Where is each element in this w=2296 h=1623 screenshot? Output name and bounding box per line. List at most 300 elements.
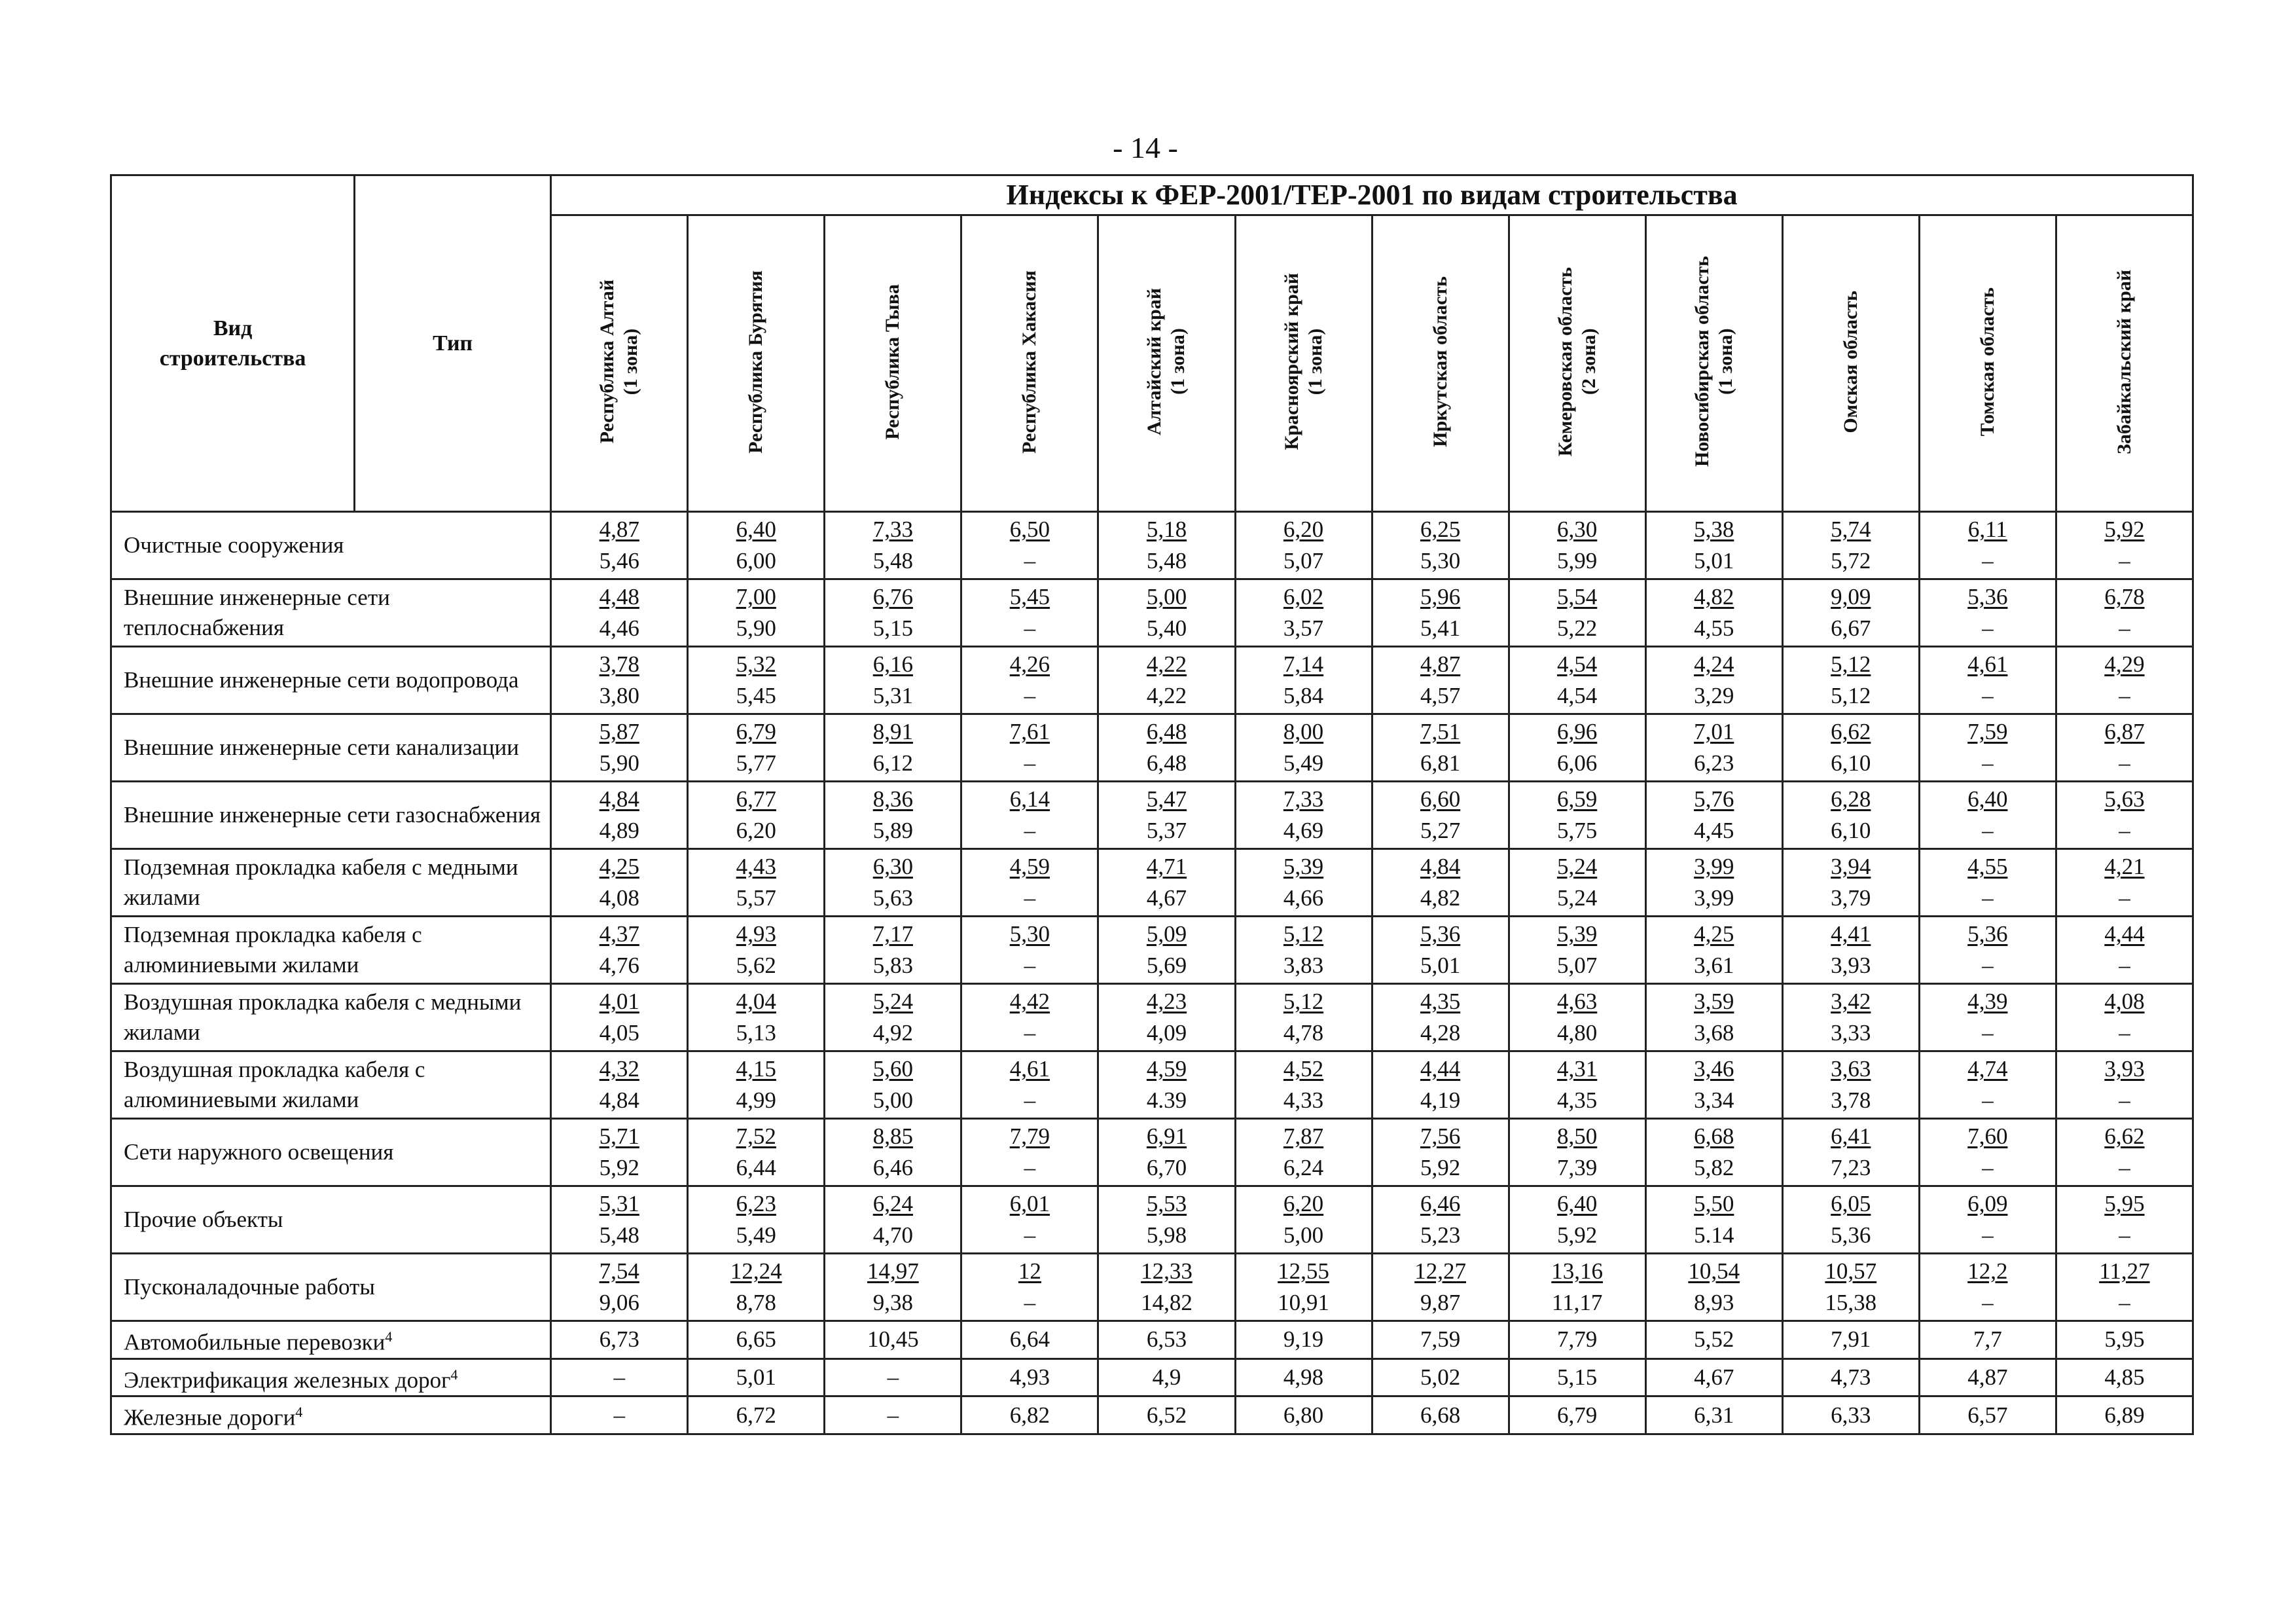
value-cell: 4,67 — [1645, 1359, 1782, 1396]
value-bottom: 5,90 — [599, 750, 639, 776]
value-top: 4,71 — [1146, 854, 1187, 879]
value-bottom: – — [2119, 750, 2130, 776]
value-bottom: – — [2119, 1020, 2130, 1046]
value-cell — [1509, 849, 1645, 917]
value-top: 4,84 — [1420, 854, 1461, 879]
value-cell — [1645, 1119, 1782, 1186]
value-top: 5,12 — [1831, 651, 1871, 677]
value-top: 12,2 — [1967, 1258, 2008, 1284]
value-bottom: – — [2119, 818, 2130, 843]
value-top: 10,54 — [1688, 1258, 1740, 1284]
value-top: 5,74 — [1831, 517, 1871, 542]
value-bottom: – — [1024, 818, 1036, 843]
value-top: 6,28 — [1831, 786, 1871, 812]
value-cell — [961, 1119, 1098, 1186]
value-top: 7,61 — [1009, 719, 1050, 744]
value-cell — [961, 849, 1098, 917]
value-cell: 7,7 — [1919, 1321, 2056, 1359]
value-bottom: 5,30 — [1420, 548, 1461, 574]
value-cell — [1372, 1254, 1509, 1321]
value-cell — [1782, 782, 1919, 849]
value-top: 5,47 — [1146, 786, 1187, 812]
value-bottom: 3,99 — [1694, 885, 1734, 911]
value-bottom: 6,46 — [872, 1155, 913, 1180]
value-top: 12,27 — [1414, 1258, 1466, 1284]
table-row — [111, 714, 2193, 782]
value-cell: 4,85 — [2056, 1359, 2193, 1396]
value-bottom: – — [1982, 1020, 1994, 1046]
value-top: 6,62 — [1831, 719, 1871, 744]
region-header — [1235, 215, 1372, 512]
value-cell: 5,01 — [688, 1359, 825, 1396]
value-cell — [2056, 917, 2193, 984]
value-bottom: 4,92 — [872, 1020, 913, 1046]
value-top: 7,56 — [1420, 1123, 1461, 1149]
table-row — [111, 849, 2193, 917]
value-bottom: 9,06 — [599, 1290, 639, 1315]
value-bottom: 5,00 — [872, 1087, 913, 1113]
region-label: Кемеровская область (2 зона) — [1554, 266, 1600, 457]
value-bottom: – — [2119, 1290, 2130, 1315]
value-cell — [1372, 849, 1509, 917]
value-top: 4,25 — [599, 854, 639, 879]
value-top: 5,12 — [1283, 921, 1324, 947]
value-bottom: – — [1982, 548, 1994, 574]
value-cell — [688, 1254, 825, 1321]
value-top: 7,51 — [1420, 719, 1461, 744]
value-top: 8,36 — [872, 786, 913, 812]
value-bottom: 4,28 — [1420, 1020, 1461, 1046]
value-top: 8,91 — [872, 719, 913, 744]
table-row — [111, 579, 2193, 647]
value-top: 3,99 — [1694, 854, 1734, 879]
value-cell — [1919, 849, 2056, 917]
value-top: 13,16 — [1551, 1258, 1604, 1284]
value-cell: 7,79 — [1509, 1321, 1645, 1359]
value-cell — [1098, 1051, 1235, 1119]
value-bottom: 3,83 — [1283, 953, 1324, 978]
value-cell: 6,52 — [1098, 1396, 1235, 1434]
value-bottom: 5,07 — [1557, 953, 1598, 978]
value-cell — [1645, 1254, 1782, 1321]
value-cell — [961, 512, 1098, 579]
value-cell — [825, 1254, 961, 1321]
value-top: 6,77 — [736, 786, 776, 812]
value-top: 3,42 — [1831, 989, 1871, 1014]
value-cell — [1782, 714, 1919, 782]
value-top: 4,82 — [1694, 584, 1734, 610]
value-cell — [1098, 647, 1235, 714]
value-cell — [1098, 849, 1235, 917]
value-bottom: – — [2119, 1222, 2130, 1248]
value-cell — [1235, 1186, 1372, 1254]
region-header — [688, 215, 825, 512]
value-top: 6,14 — [1009, 786, 1050, 812]
value-top: 6,48 — [1146, 719, 1187, 744]
value-cell — [825, 579, 961, 647]
value-top: 7,59 — [1967, 719, 2008, 744]
value-cell: 4,73 — [1782, 1359, 1919, 1396]
table-row — [111, 647, 2193, 714]
value-top: 7,60 — [1967, 1123, 2008, 1149]
region-label: Забайкальский край — [2113, 269, 2135, 454]
value-cell — [1098, 1186, 1235, 1254]
value-cell — [1372, 647, 1509, 714]
value-top: 4,52 — [1283, 1056, 1324, 1082]
value-bottom: 4,35 — [1557, 1087, 1598, 1113]
value-cell — [2056, 782, 2193, 849]
value-cell — [1509, 714, 1645, 782]
row-label: Внешние инженерные сети водопровода — [111, 647, 551, 714]
value-cell — [1782, 512, 1919, 579]
row-label: Внешние инженерные сети теплоснабжения — [111, 579, 551, 647]
value-cell — [1782, 917, 1919, 984]
value-cell: 6,82 — [961, 1396, 1098, 1434]
value-top: 3,93 — [2104, 1056, 2145, 1082]
value-cell — [1782, 579, 1919, 647]
value-cell — [551, 1254, 688, 1321]
value-top: 11,27 — [2099, 1258, 2150, 1284]
value-cell — [1235, 512, 1372, 579]
value-cell — [1509, 1051, 1645, 1119]
table-row — [111, 1254, 2193, 1321]
value-top: 4,41 — [1831, 921, 1871, 947]
value-top: 7,79 — [1009, 1123, 1050, 1149]
value-bottom: 5,62 — [736, 953, 776, 978]
value-cell — [688, 512, 825, 579]
value-cell — [1509, 579, 1645, 647]
footnote-mark: 4 — [450, 1366, 458, 1383]
value-cell — [1919, 1119, 2056, 1186]
value-cell: 5,15 — [1509, 1359, 1645, 1396]
value-top: 7,01 — [1694, 719, 1734, 744]
row-label-text: Электрификация железных дорог — [124, 1367, 451, 1393]
value-top: 5,36 — [1420, 921, 1461, 947]
value-top: 4,29 — [2104, 651, 2145, 677]
value-bottom: 11,17 — [1551, 1290, 1603, 1315]
value-cell — [551, 579, 688, 647]
value-cell — [688, 849, 825, 917]
value-cell: 5,95 — [2056, 1321, 2193, 1359]
row-label: Подземная прокладка кабеля с медными жилами — [111, 849, 551, 917]
value-cell — [1509, 782, 1645, 849]
value-bottom: 4,69 — [1283, 818, 1324, 843]
value-bottom: 6,06 — [1557, 750, 1598, 776]
value-top: 5,09 — [1146, 921, 1187, 947]
value-cell — [825, 647, 961, 714]
value-top: 5,36 — [1967, 584, 2008, 610]
value-bottom: 4,45 — [1694, 818, 1734, 843]
value-cell — [1235, 1254, 1372, 1321]
value-cell — [1235, 917, 1372, 984]
region-label: Республика Алтай (1 зона) — [596, 280, 642, 444]
value-top: 7,17 — [872, 921, 913, 947]
value-top: 4,21 — [2104, 854, 2145, 879]
value-cell — [1645, 849, 1782, 917]
value-cell — [1098, 512, 1235, 579]
value-bottom: 8,78 — [736, 1290, 776, 1315]
value-bottom: 4,09 — [1146, 1020, 1187, 1046]
value-top: 6,76 — [872, 584, 913, 610]
value-top: 5,95 — [2104, 1191, 2145, 1216]
value-bottom: 6,10 — [1831, 750, 1871, 776]
value-bottom: – — [2119, 1087, 2130, 1113]
value-top: 5,36 — [1967, 921, 2008, 947]
value-bottom: 8,93 — [1694, 1290, 1734, 1315]
value-top: 9,09 — [1831, 584, 1871, 610]
value-cell — [1372, 1119, 1509, 1186]
value-cell — [1098, 917, 1235, 984]
value-cell — [1098, 1254, 1235, 1321]
value-cell — [2056, 647, 2193, 714]
region-header — [1645, 215, 1782, 512]
value-top: 5,32 — [736, 651, 776, 677]
value-cell — [2056, 849, 2193, 917]
value-bottom: – — [2119, 1155, 2130, 1180]
value-top: 6,40 — [1557, 1191, 1598, 1216]
value-cell: 6,68 — [1372, 1396, 1509, 1434]
value-top: 4,39 — [1967, 989, 2008, 1014]
value-cell: 9,19 — [1235, 1321, 1372, 1359]
value-bottom: – — [1982, 1290, 1994, 1315]
value-bottom: – — [1024, 1222, 1036, 1248]
value-cell — [1919, 782, 2056, 849]
value-cell: 7,91 — [1782, 1321, 1919, 1359]
value-bottom: 5,48 — [1146, 548, 1187, 574]
value-cell — [1645, 917, 1782, 984]
footnote-mark: 4 — [385, 1328, 393, 1345]
value-bottom: – — [2119, 615, 2130, 641]
value-cell — [825, 1119, 961, 1186]
region-header — [1098, 215, 1235, 512]
value-top: 7,33 — [872, 517, 913, 542]
value-cell — [1919, 984, 2056, 1051]
value-cell — [1372, 984, 1509, 1051]
value-cell — [1235, 647, 1372, 714]
value-top: 4,87 — [1420, 651, 1461, 677]
value-cell — [1098, 984, 1235, 1051]
value-top: 6,62 — [2104, 1123, 2145, 1149]
value-cell — [1645, 579, 1782, 647]
value-cell — [1372, 917, 1509, 984]
value-cell — [1235, 579, 1372, 647]
value-bottom: – — [1024, 548, 1036, 574]
value-bottom: 5,45 — [736, 683, 776, 708]
value-cell: 4,87 — [1919, 1359, 2056, 1396]
value-top: 4,37 — [599, 921, 639, 947]
row-label — [111, 1321, 551, 1359]
value-cell — [551, 512, 688, 579]
value-bottom: – — [1982, 885, 1994, 911]
value-cell — [825, 917, 961, 984]
value-top: 4,01 — [599, 989, 639, 1014]
value-cell — [1372, 1186, 1509, 1254]
value-cell — [551, 1051, 688, 1119]
table-body — [111, 512, 2193, 1434]
value-top: 4,48 — [599, 584, 639, 610]
value-top: 5,54 — [1557, 584, 1598, 610]
value-cell — [688, 1051, 825, 1119]
value-cell — [551, 714, 688, 782]
value-cell — [1645, 1051, 1782, 1119]
table-row — [111, 512, 2193, 579]
value-bottom: 5,40 — [1146, 615, 1187, 641]
value-cell — [1509, 647, 1645, 714]
footnote-mark: 4 — [295, 1404, 303, 1421]
value-bottom: – — [1024, 953, 1036, 978]
region-label: Республика Бурятия — [745, 270, 767, 454]
value-cell — [961, 647, 1098, 714]
value-bottom: – — [1024, 1020, 1036, 1046]
value-top: 6,05 — [1831, 1191, 1871, 1216]
value-top: 6,30 — [1557, 517, 1598, 542]
table-row — [111, 1051, 2193, 1119]
value-top: 6,96 — [1557, 719, 1598, 744]
value-top: 3,94 — [1831, 854, 1871, 879]
value-top: 5,71 — [599, 1123, 639, 1149]
value-cell — [1098, 782, 1235, 849]
row-label: Внешние инженерные сети канализации — [111, 714, 551, 782]
value-cell — [1509, 917, 1645, 984]
row-label: Воздушная прокладка кабеля с медными жилами — [111, 984, 551, 1051]
value-top: 12 — [1018, 1258, 1041, 1284]
value-cell — [1235, 984, 1372, 1051]
value-cell — [688, 1119, 825, 1186]
region-label: Омская область — [1839, 290, 1861, 433]
value-bottom: 5,23 — [1420, 1222, 1461, 1248]
value-cell — [688, 782, 825, 849]
value-bottom: 5,15 — [872, 615, 913, 641]
value-cell — [551, 647, 688, 714]
value-cell — [1645, 1186, 1782, 1254]
value-top: 4,25 — [1694, 921, 1734, 947]
value-top: 4,23 — [1146, 989, 1187, 1014]
value-bottom: 5,63 — [872, 885, 913, 911]
region-header — [825, 215, 961, 512]
value-top: 5,96 — [1420, 584, 1461, 610]
value-top: 5,24 — [1557, 854, 1598, 879]
value-cell: – — [551, 1359, 688, 1396]
value-top: 12,55 — [1278, 1258, 1329, 1284]
value-cell: 5,52 — [1645, 1321, 1782, 1359]
value-top: 5,38 — [1694, 517, 1734, 542]
region-label: Иркутская область — [1429, 276, 1451, 447]
value-bottom: 5,01 — [1420, 953, 1461, 978]
value-top: 4,22 — [1146, 651, 1187, 677]
value-bottom: 4,57 — [1420, 683, 1461, 708]
value-cell — [1509, 984, 1645, 1051]
value-bottom: 3,68 — [1694, 1020, 1734, 1046]
value-bottom: 5,01 — [1694, 548, 1734, 574]
value-top: 6,20 — [1283, 517, 1324, 542]
value-bottom: 4,82 — [1420, 885, 1461, 911]
value-bottom: 4,05 — [599, 1020, 639, 1046]
value-cell — [1235, 714, 1372, 782]
value-cell — [1509, 1254, 1645, 1321]
value-bottom: 5,36 — [1831, 1222, 1871, 1248]
value-top: 5,30 — [1009, 921, 1050, 947]
value-bottom: 3,57 — [1283, 615, 1324, 641]
row-label: Сети наружного освещения — [111, 1119, 551, 1186]
value-top: 5,18 — [1146, 517, 1187, 542]
value-cell — [1645, 512, 1782, 579]
value-bottom: 6,10 — [1831, 818, 1871, 843]
value-cell — [1509, 512, 1645, 579]
value-cell — [1372, 512, 1509, 579]
value-cell — [1235, 1119, 1372, 1186]
row-label: Пусконаладочные работы — [111, 1254, 551, 1321]
value-cell — [1235, 849, 1372, 917]
value-top: 5,76 — [1694, 786, 1734, 812]
value-bottom: 3,34 — [1694, 1087, 1734, 1113]
value-cell — [961, 1186, 1098, 1254]
value-bottom: 4,19 — [1420, 1087, 1461, 1113]
row-label: Прочие объекты — [111, 1186, 551, 1254]
value-top: 5,31 — [599, 1191, 639, 1216]
value-top: 5,92 — [2104, 517, 2145, 542]
value-bottom: 6,00 — [736, 548, 776, 574]
value-top: 6,41 — [1831, 1123, 1871, 1149]
region-label: Алтайский край (1 зона) — [1143, 288, 1189, 435]
table-row — [111, 1119, 2193, 1186]
value-bottom: 15,38 — [1825, 1290, 1877, 1315]
value-cell — [1782, 1186, 1919, 1254]
value-bottom: 4,84 — [599, 1087, 639, 1113]
region-label: Красноярский край (1 зона) — [1280, 273, 1326, 450]
value-top: 6,20 — [1283, 1191, 1324, 1216]
value-cell: 5,02 — [1372, 1359, 1509, 1396]
value-cell — [688, 579, 825, 647]
value-top: 4,93 — [736, 921, 776, 947]
value-bottom: 4,33 — [1283, 1087, 1324, 1113]
table-row — [111, 782, 2193, 849]
value-cell — [1782, 1051, 1919, 1119]
value-top: 6,16 — [872, 651, 913, 677]
value-top: 4,59 — [1009, 854, 1050, 879]
value-bottom: 6,67 — [1831, 615, 1871, 641]
value-bottom: 5,69 — [1146, 953, 1187, 978]
value-bottom: 5,37 — [1146, 818, 1187, 843]
value-top: 5,53 — [1146, 1191, 1187, 1216]
value-top: 5,60 — [872, 1056, 913, 1082]
value-top: 4,63 — [1557, 989, 1598, 1014]
value-bottom: – — [1982, 1155, 1994, 1180]
value-top: 4,84 — [599, 786, 639, 812]
value-cell: 6,64 — [961, 1321, 1098, 1359]
value-bottom: 5,92 — [1420, 1155, 1461, 1180]
value-bottom: 6,81 — [1420, 750, 1461, 776]
value-bottom: 4.39 — [1146, 1087, 1187, 1113]
value-cell — [1919, 1051, 2056, 1119]
value-bottom: 3,78 — [1831, 1087, 1871, 1113]
value-top: 3,46 — [1694, 1056, 1734, 1082]
header-title: Индексы к ФЕР-2001/ТЕР-2001 по видам строительства — [551, 175, 2193, 215]
value-cell — [1645, 782, 1782, 849]
value-cell — [1098, 714, 1235, 782]
value-cell — [1645, 984, 1782, 1051]
value-cell: 4,93 — [961, 1359, 1098, 1396]
value-cell: 6,80 — [1235, 1396, 1372, 1434]
value-cell — [1782, 1254, 1919, 1321]
region-label: Республика Тыва — [882, 283, 904, 440]
value-bottom: 5,82 — [1694, 1155, 1734, 1180]
value-cell — [688, 647, 825, 714]
value-top: 3,63 — [1831, 1056, 1871, 1082]
value-cell: 4,98 — [1235, 1359, 1372, 1396]
value-bottom: – — [1024, 1155, 1036, 1180]
value-cell — [825, 1186, 961, 1254]
value-cell — [1919, 512, 2056, 579]
